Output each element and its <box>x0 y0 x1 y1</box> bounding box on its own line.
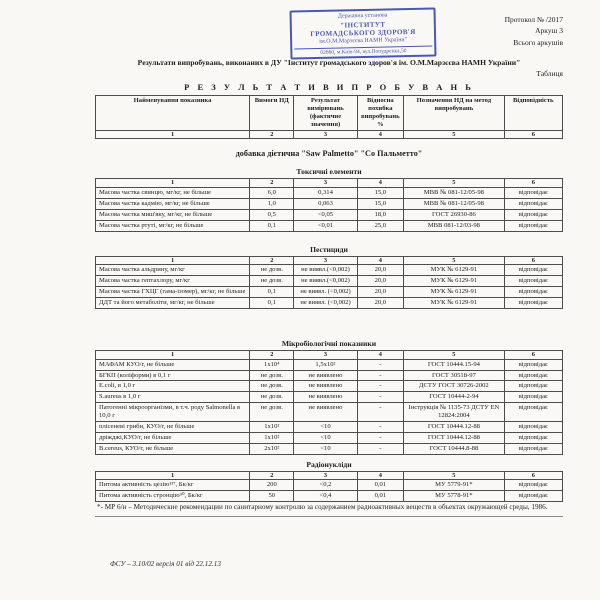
table-cell: 15,0 <box>357 188 404 199</box>
table-cell: B.cereus, КУО/г, не більше <box>96 443 250 454</box>
table-row <box>96 276 563 287</box>
table-cell: ГОСТ 10444.15-94 <box>404 359 504 370</box>
column-number-row <box>96 350 563 359</box>
protocol-info <box>505 14 563 48</box>
table-cell: не виявлено <box>294 370 357 381</box>
section-title-toxic-elements: Токсичні елементи <box>296 167 362 177</box>
table-row <box>96 381 563 392</box>
table-cell: МУК № 6129-91 <box>404 265 504 276</box>
column-number: 6 <box>504 350 562 359</box>
column-number: 1 <box>96 471 250 480</box>
table-cell: відповідає <box>504 276 562 287</box>
table-row <box>96 432 563 443</box>
section-table-pesticides <box>95 256 563 309</box>
section-table-microbiology <box>95 350 563 455</box>
table-cell: <10 <box>294 443 357 454</box>
table-cell: відповідає <box>504 491 562 502</box>
table-cell: ДДТ та його метаболіти, мг/кг, не більше <box>96 298 250 309</box>
table-row <box>96 359 563 370</box>
table-cell: не дозв. <box>250 381 294 392</box>
column-number: 3 <box>294 350 357 359</box>
table-cell: 20,0 <box>357 265 404 276</box>
table-cell: Масова частка свинцю, мг/кг, не більше <box>96 188 250 199</box>
table-cell: відповідає <box>504 432 562 443</box>
section-table-toxic-elements <box>95 178 563 231</box>
table-cell: 0,314 <box>294 188 357 199</box>
table-cell: відповідає <box>504 370 562 381</box>
table-cell: <0,2 <box>294 480 357 491</box>
table-cell: 20,0 <box>357 287 404 298</box>
table-cell: Масова частка гептахлору, мг/кг <box>96 276 250 287</box>
table-cell: відповідає <box>504 220 562 231</box>
table-cell: відповідає <box>504 381 562 392</box>
column-number: 2 <box>250 471 294 480</box>
table-cell: 25,0 <box>357 220 404 231</box>
column-header-row <box>96 96 563 131</box>
table-cell: відповідає <box>504 392 562 403</box>
table-cell: МУ 5779-91* <box>404 480 504 491</box>
table-cell: 1х10² <box>250 432 294 443</box>
table-cell: 1,5х10² <box>294 359 357 370</box>
column-number: 6 <box>504 179 562 188</box>
table-cell: відповідає <box>504 198 562 209</box>
column-number-row <box>96 130 563 139</box>
column-number: 3 <box>294 179 357 188</box>
table-row <box>96 298 563 309</box>
table-cell: ГОСТ 10444.12-88 <box>404 422 504 433</box>
column-header-method: Позначення НД на метод випробувань <box>404 96 504 131</box>
table-row <box>96 392 563 403</box>
column-number: 6 <box>504 130 562 139</box>
table-cell: не виявлено <box>294 392 357 403</box>
table-cell: не виявл. (<0,002) <box>294 298 357 309</box>
table-row <box>96 287 563 298</box>
column-number-row <box>96 471 563 480</box>
stamp-name-line3: ім.О.М.Марзєєва НАМН України" <box>319 37 408 45</box>
table-row <box>96 480 563 491</box>
table-cell: Питома активність цезію¹³⁷, Бк/кг <box>96 480 250 491</box>
table-cell: Масова частка альдрину, мг/кг <box>96 265 250 276</box>
column-number-row <box>96 179 563 188</box>
column-number: 3 <box>294 256 357 265</box>
table-row <box>96 198 563 209</box>
table-cell: - <box>357 432 404 443</box>
table-cell: <10 <box>294 432 357 443</box>
table-cell: ГОСТ 26930-86 <box>404 209 504 220</box>
table-cell: 15,0 <box>357 198 404 209</box>
table-cell: Патогенні мікроорганізми, в т.ч. роду Salmonella в 10,0 г <box>96 403 250 422</box>
column-number: 2 <box>250 130 294 139</box>
column-number: 2 <box>250 350 294 359</box>
table-row <box>96 370 563 381</box>
table-cell: Масова частка ртуті, мг/кг, не більше <box>96 220 250 231</box>
table-cell: МВВ 081-12/03-98 <box>404 220 504 231</box>
stamp-name-line1: "ІНСТИТУТ <box>340 20 386 29</box>
column-number: 6 <box>504 256 562 265</box>
table-row <box>96 403 563 422</box>
table-cell: відповідає <box>504 443 562 454</box>
table-cell: 6,0 <box>250 188 294 199</box>
table-cell: БГКП (коліформи) в 0,1 г <box>96 370 250 381</box>
table-label: Таблиця <box>536 69 563 78</box>
table-cell: відповідає <box>504 188 562 199</box>
table-cell: відповідає <box>504 403 562 422</box>
table-cell: ГОСТ 30518-97 <box>404 370 504 381</box>
sheet-number: Аркуш 3 <box>535 26 563 36</box>
column-header-indicator: Найменування показника <box>96 96 250 131</box>
table-cell: 0,01 <box>357 480 404 491</box>
stamp-org-type: Державна установа <box>337 12 388 20</box>
table-cell: МУ 5778-91* <box>404 491 504 502</box>
total-sheets: Всього аркушів <box>513 37 563 47</box>
column-number-row <box>96 256 563 265</box>
column-number: 4 <box>357 130 404 139</box>
table-row <box>96 220 563 231</box>
table-cell: не виявлено <box>294 381 357 392</box>
table-cell: відповідає <box>504 422 562 433</box>
table-cell: <0,01 <box>294 220 357 231</box>
column-number: 1 <box>96 350 250 359</box>
table-cell: - <box>357 422 404 433</box>
column-number: 1 <box>96 179 250 188</box>
table-cell: МУК № 6129-91 <box>404 276 504 287</box>
table-cell: <0,05 <box>294 209 357 220</box>
table-cell: не дозв. <box>250 392 294 403</box>
column-number: 5 <box>404 471 504 480</box>
column-number: 5 <box>404 179 504 188</box>
column-number: 5 <box>404 256 504 265</box>
section-title-pesticides: Пестициди <box>310 244 348 254</box>
table-cell: дріжджі,КУО/г, не більше <box>96 432 250 443</box>
institution-stamp <box>289 7 436 59</box>
table-cell: ГОСТ 10444.8-88 <box>404 443 504 454</box>
column-number: 4 <box>357 350 404 359</box>
table-cell: 0,063 <box>294 198 357 209</box>
table-cell: 50 <box>250 491 294 502</box>
column-number: 6 <box>504 471 562 480</box>
column-number: 4 <box>357 256 404 265</box>
table-row <box>96 491 563 502</box>
table-cell: <0,4 <box>294 491 357 502</box>
table-cell: відповідає <box>504 298 562 309</box>
column-header-result: Результат вимірювань (фактичне значення) <box>294 96 357 131</box>
table-cell: 0,1 <box>250 287 294 298</box>
table-cell: 2х10² <box>250 443 294 454</box>
table-cell: 1х10² <box>250 422 294 433</box>
table-cell: 1х10⁴ <box>250 359 294 370</box>
column-number: 4 <box>357 471 404 480</box>
table-cell: - <box>357 403 404 422</box>
column-number: 5 <box>404 350 504 359</box>
stamp-address: 02660, м.Київ-94, вул.Попудренка,50 <box>294 45 432 57</box>
table-cell: Інструкція № 1135-73 ДСТУ EN 12824:2004 <box>404 403 504 422</box>
table-cell: E.coli, в 1,0 г <box>96 381 250 392</box>
footer-code: ФСУ – 3.10/02 версія 01 від 22.12.13 <box>110 560 221 568</box>
table-cell: відповідає <box>504 209 562 220</box>
column-number: 2 <box>250 256 294 265</box>
table-cell: не виявл.(<0,002) <box>294 265 357 276</box>
table-cell: МВВ № 081-12/05-98 <box>404 198 504 209</box>
table-cell: Масова частка кадмію, мг/кг, не більше <box>96 198 250 209</box>
stamp-name-line2: ГРОМАДСЬКОГО ЗДОРОВ'Я <box>310 28 416 39</box>
product-title: добавка дієтична "Saw Palmetto" "Со Пальметто" <box>235 149 423 159</box>
table-cell: МВВ № 081-12/05-98 <box>404 188 504 199</box>
table-cell: 200 <box>250 480 294 491</box>
table-cell: 0,1 <box>250 298 294 309</box>
column-header-error: Відносна похибка випробувань % <box>357 96 404 131</box>
table-cell: 0,5 <box>250 209 294 220</box>
table-cell: МУК № 6129-91 <box>404 287 504 298</box>
footnote: *- МР 6/н – Методические рекомендации по санитарному контролю за содержанием радиоактивных веществ в объектах окружающей среды, 1986. <box>95 502 563 517</box>
table-cell: не дозв. <box>250 403 294 422</box>
page-header <box>95 6 563 56</box>
table-cell: відповідає <box>504 359 562 370</box>
column-number: 3 <box>294 471 357 480</box>
column-header-requirements: Вимоги НД <box>250 96 294 131</box>
column-header-conformity: Відповідність <box>504 96 562 131</box>
table-cell: 20,0 <box>357 298 404 309</box>
table-cell: 20,0 <box>357 276 404 287</box>
table-cell: відповідає <box>504 265 562 276</box>
table-cell: Питома активність стронцію⁹⁰, Бк/кг <box>96 491 250 502</box>
table-cell: 1,0 <box>250 198 294 209</box>
table-cell: - <box>357 443 404 454</box>
table-cell: Масова частка ГХЦГ (гама-ізомер), мг/кг, не більше <box>96 287 250 298</box>
table-cell: Масова частка миш'яку, мг/кг, не більше <box>96 209 250 220</box>
table-cell: МАФАМ КУО/г, не більше <box>96 359 250 370</box>
protocol-number: Протокол № /2017 <box>504 15 563 24</box>
table-row <box>96 443 563 454</box>
table-cell: 0,01 <box>357 491 404 502</box>
table-cell: плісеневі гриби, КУО/г, не більше <box>96 422 250 433</box>
document-content <box>95 6 563 517</box>
table-cell: - <box>357 359 404 370</box>
results-heading: Р Е З У Л Ь Т А Т И В И П Р О Б У В А Н Ь <box>184 82 474 92</box>
table-cell: ДСТУ ГОСТ 30726-2002 <box>404 381 504 392</box>
table-cell: <10 <box>294 422 357 433</box>
table-cell: не дозв. <box>250 265 294 276</box>
table-cell: не дозв. <box>250 276 294 287</box>
table-cell: S.aureus в 1,0 г <box>96 392 250 403</box>
table-row <box>96 265 563 276</box>
table-row <box>96 422 563 433</box>
column-number: 3 <box>294 130 357 139</box>
table-cell: не виявлено <box>294 403 357 422</box>
table-row <box>96 209 563 220</box>
column-number: 1 <box>96 256 250 265</box>
column-number: 1 <box>96 130 250 139</box>
column-number: 2 <box>250 179 294 188</box>
table-cell: 0,1 <box>250 220 294 231</box>
table-cell: не виявл.(<0,002) <box>294 276 357 287</box>
table-cell: не дозв. <box>250 370 294 381</box>
table-cell: ГОСТ 10444-2-94 <box>404 392 504 403</box>
table-cell: 18,0 <box>357 209 404 220</box>
section-table-radionuclides <box>95 471 563 503</box>
table-row <box>96 188 563 199</box>
table-cell: - <box>357 381 404 392</box>
table-cell: ГОСТ 10444.12-88 <box>404 432 504 443</box>
section-title-microbiology: Мікробіологічні показники <box>281 338 377 348</box>
section-title-radionuclides: Радіонукліди <box>306 459 352 469</box>
table-cell: МУК № 6129-91 <box>404 298 504 309</box>
table-cell: відповідає <box>504 287 562 298</box>
table-cell: - <box>357 370 404 381</box>
table-cell: - <box>357 392 404 403</box>
intro-text: Результати випробувань, виконаних в ДУ "Інститут громадського здоров'я ім. О.М.Марзєєва НАМН України" <box>137 58 521 67</box>
results-header-table <box>95 95 563 139</box>
column-number: 5 <box>404 130 504 139</box>
table-cell: відповідає <box>504 480 562 491</box>
table-cell: не виявл. (<0,002) <box>294 287 357 298</box>
column-number: 4 <box>357 179 404 188</box>
